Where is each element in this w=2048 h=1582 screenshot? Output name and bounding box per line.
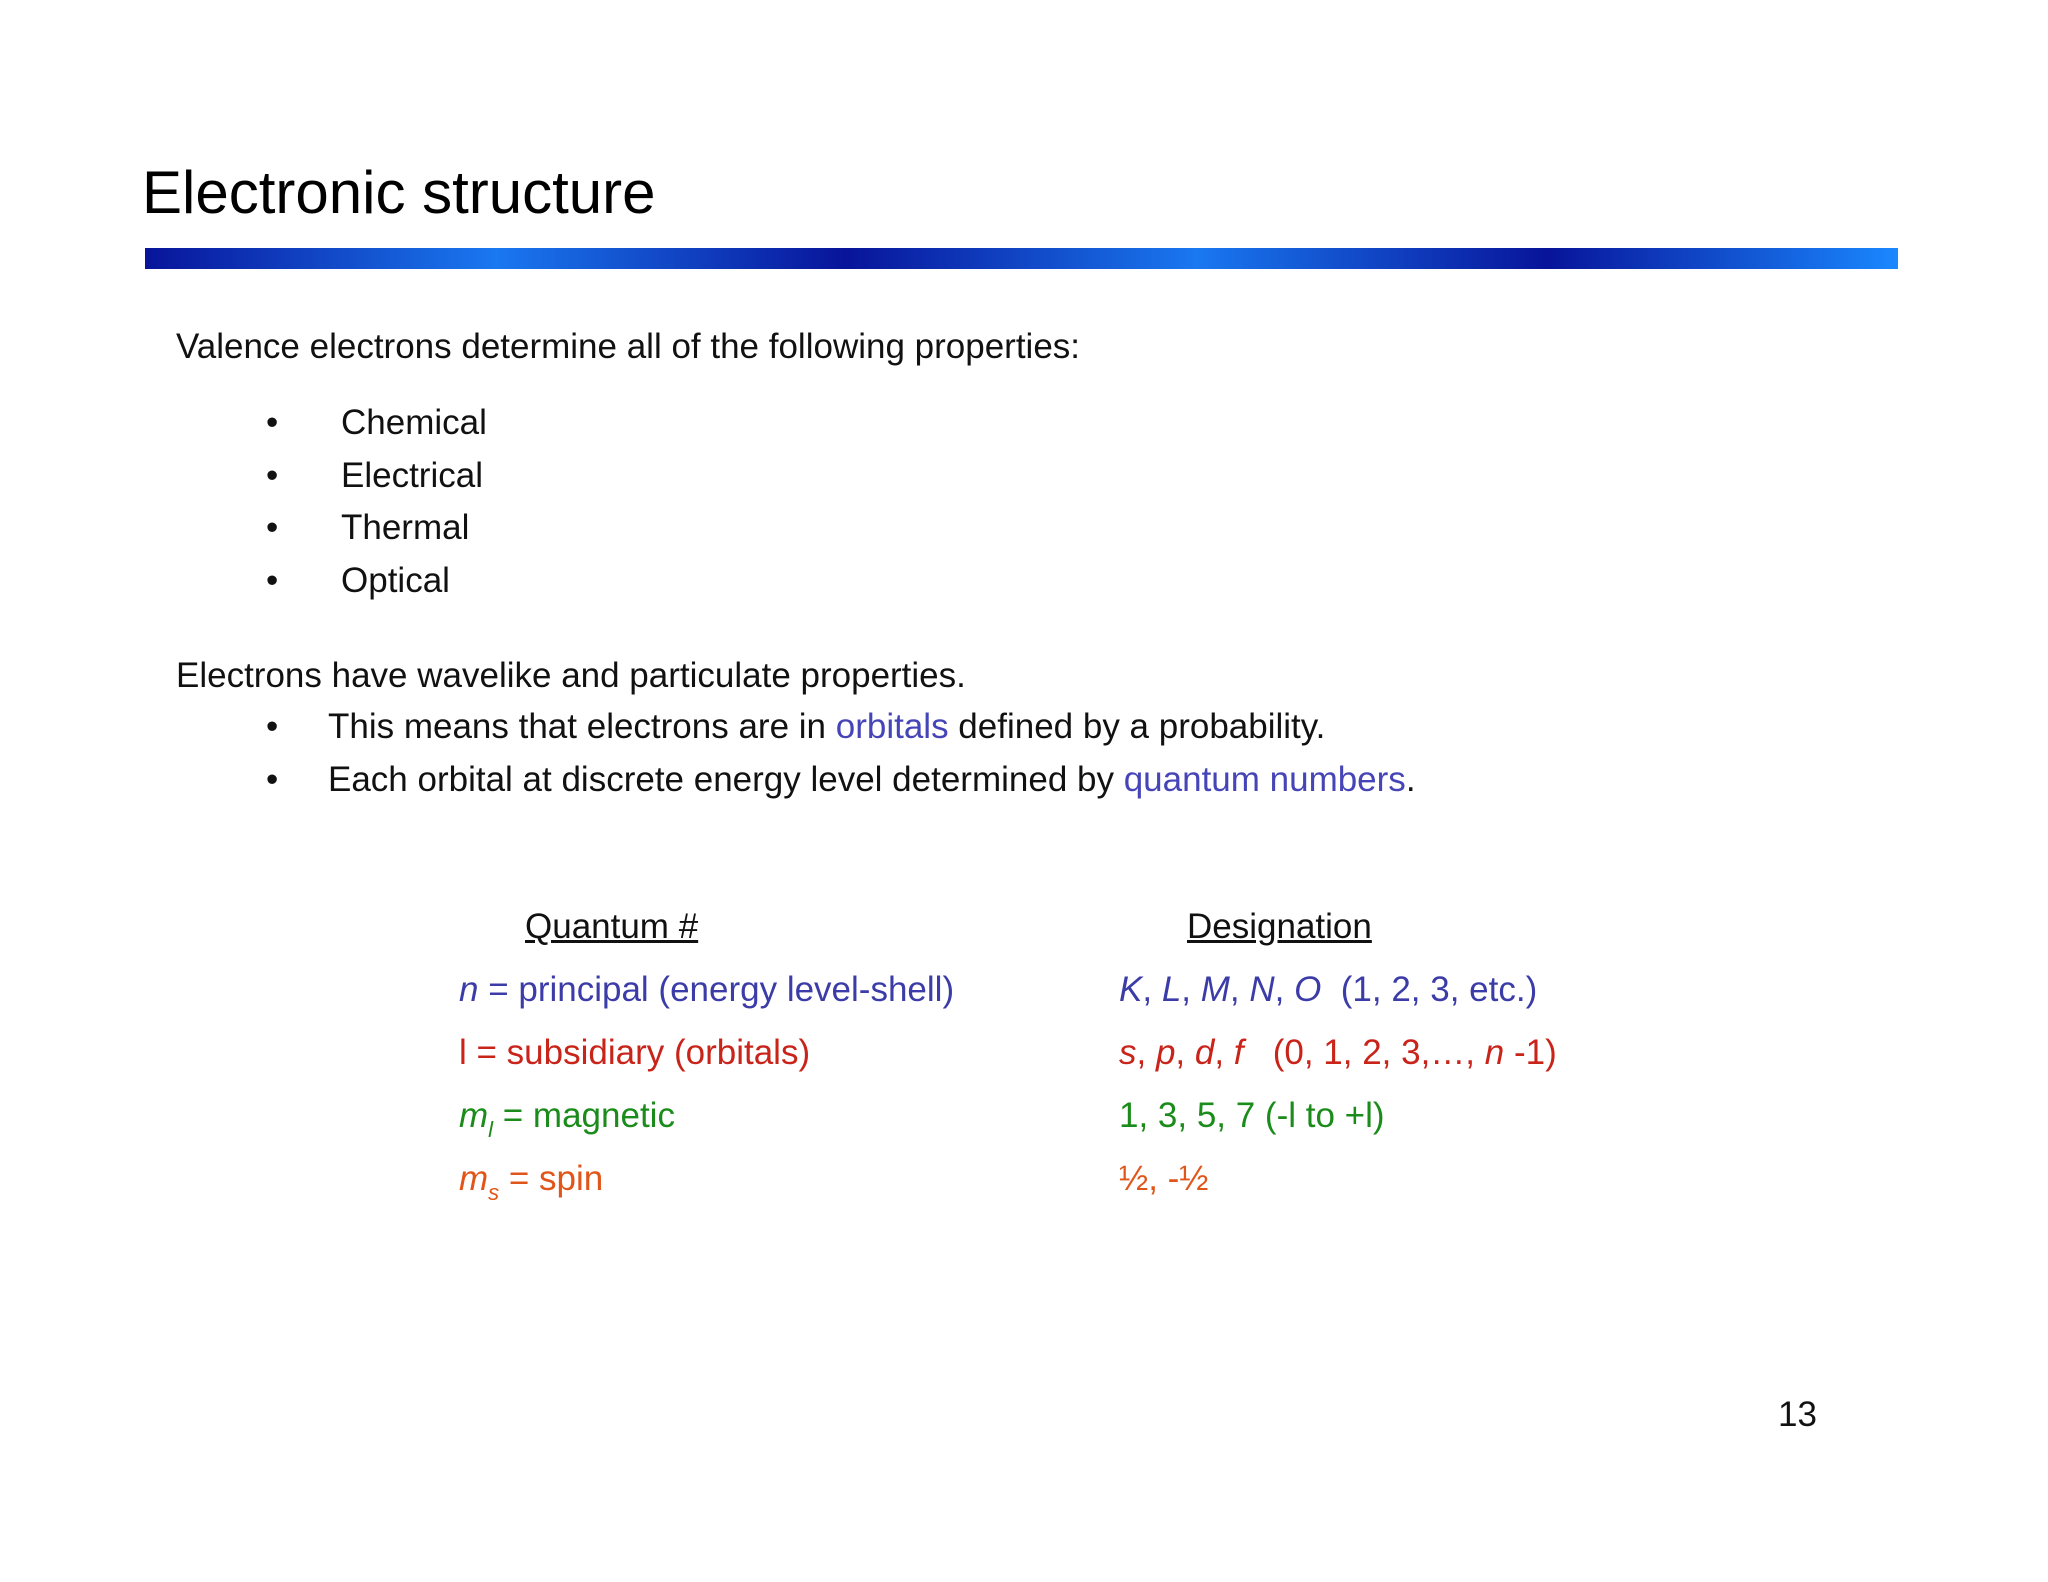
list-item: • Optical	[266, 555, 412, 608]
bullet-icon: •	[266, 455, 279, 495]
principal-designation: K, L, M, N, O (1, 2, 3, etc.)	[1119, 970, 1538, 1009]
bullet-icon: •	[266, 560, 279, 600]
bullet-icon: •	[266, 707, 279, 746]
list-item: • Thermal	[266, 502, 412, 555]
magnetic-designation: 1, 3, 5, 7 (-l to +l)	[1119, 1096, 1385, 1135]
magnetic-label: $m_l$ = magnetic	[459, 1096, 675, 1142]
slide-title: Electronic structure	[142, 159, 656, 226]
properties-list	[266, 397, 487, 607]
list-item: • Each orbital at discrete energy level determined by quantum numbers.	[266, 754, 1354, 807]
bullet-icon: •	[266, 403, 279, 442]
quantum-header: Quantum #	[525, 907, 699, 946]
subsidiary-label: l = subsidiary (orbitals)	[459, 1033, 811, 1072]
bullet-icon: •	[266, 759, 279, 799]
designation-header: Designation	[1187, 907, 1372, 946]
list-item: • This means that electrons are in orbitals defined by a probability.	[266, 701, 1354, 754]
subsidiary-designation: s, p, d, f (0, 1, 2, 3,…, n -1)	[1119, 1033, 1557, 1072]
intro-text: Valence electrons determine all of the following properties:	[176, 327, 1081, 366]
wave-text: Electrons have wavelike and particulate properties.	[176, 656, 966, 695]
wave-list	[266, 701, 1416, 806]
bullet-icon: •	[266, 508, 279, 547]
spin-designation: ½, -½	[1119, 1159, 1209, 1198]
title-underline-bar	[145, 248, 1898, 269]
principal-label: n = principal (energy level-shell)	[459, 970, 955, 1009]
orbitals-term: orbitals	[835, 707, 949, 746]
quantum-numbers-term: quantum numbers	[1123, 759, 1406, 799]
spin-label: $m_s$ = spin	[459, 1159, 604, 1205]
list-item: • Electrical	[266, 450, 412, 503]
page-number: 13	[1778, 1395, 1817, 1434]
list-item: • Chemical	[266, 397, 412, 450]
